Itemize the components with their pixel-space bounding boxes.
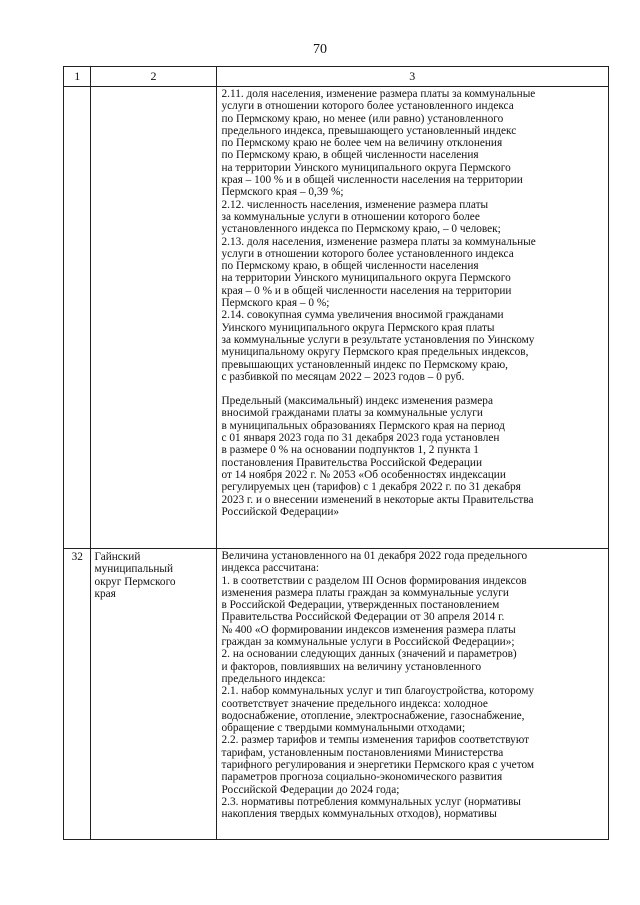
text-line: вносимой гражданами платы за коммунальные услуги: [221, 407, 483, 420]
text-line: 2023 г. и о внесении изменений в некоторые акты Правительства: [221, 493, 534, 506]
text-line: 2.1. набор коммунальных услуг и тип благоустройства, которому: [221, 685, 534, 698]
text-line: 2.11. доля населения, изменение размера платы за коммунальные: [221, 88, 536, 100]
text-line: 2.2. размер тарифов и темпы изменения тарифов соответствуют: [221, 734, 530, 747]
text-line: муниципальному округу Пермского края предельных индексов,: [221, 346, 529, 359]
text-line: 2.12. численность населения, изменение размера платы: [221, 198, 489, 211]
text-line: 2.14. совокупная сумма увеличения вносимой гражданами: [221, 309, 504, 322]
text-line: от 14 ноября 2022 г. № 2053 «Об особенностях индексации: [221, 468, 506, 481]
text-line: Правительства Российской Федерации от 30 апреля 2014 г.: [221, 611, 505, 624]
text-line: соответствует значение предельного индекса: холодное: [221, 697, 488, 710]
text-line: в размере 0 % на основании подпунктов 1, 2 пункта 1: [221, 444, 479, 457]
text-line: водоснабжение, отопление, электроснабжение, газоснабжение,: [221, 709, 525, 722]
text-line: предельного индекса, превышающего установленный индекс: [221, 124, 517, 137]
text-line: Пермского края – 0,39 %;: [221, 186, 344, 199]
text-line: в муниципальных образованиях Пермского края на период: [221, 419, 505, 432]
text-line: за коммунальные услуги в результате установления по Уинскому: [221, 333, 535, 346]
text-line: края – 100 % и в общей численности населения на территории: [221, 174, 523, 187]
index-table: [63, 66, 609, 840]
text-line: обращение с твердыми коммунальными отходами;: [221, 722, 466, 735]
text-line: установленного индекса по Пермскому краю, – 0 человек;: [221, 223, 501, 236]
text-line: 1. в соответствии с разделом III Основ формирования индексов: [221, 574, 527, 587]
text-line: с 01 января 2023 года по 31 декабря 2023 года установлен: [221, 432, 500, 445]
text-line: изменения размера платы граждан за коммунальные услуги: [221, 586, 509, 599]
text-line: параметров прогноза социально-экономического развития: [221, 771, 503, 784]
text-line: 2. на основании следующих данных (значений и параметров): [221, 648, 517, 661]
name-line: края: [94, 587, 116, 600]
text-line: Российской Федерации до 2024 года;: [221, 783, 400, 796]
text-line: Величина установленного на 01 декабря 2022 года предельного: [221, 550, 528, 562]
text-line: постановления Правительства Российской Федерации: [221, 456, 483, 469]
table-header-row: [64, 67, 609, 87]
header-cell-3: 3: [216, 67, 608, 87]
text-line: граждан за коммунальные услуги в Российской Федерации»;: [221, 636, 515, 649]
text-line: тарифам, установленным постановлениями Министерства: [221, 746, 504, 759]
text-line: услуги в отношении которого более установленного индекса: [221, 247, 514, 260]
text-line: по Пермскому краю, в общей численности населения: [221, 260, 479, 273]
text-line: услуги в отношении которого более установленного индекса: [221, 100, 514, 113]
header-cell-1: 1: [64, 67, 91, 87]
text-line: Уинского муниципального округа Пермского края платы: [221, 321, 495, 334]
paragraph-gap: [222, 383, 605, 395]
text-line: превышающих установленный индекс по Пермскому краю,: [221, 358, 508, 371]
text-line: индекса рассчитана:: [221, 562, 320, 575]
row-number: [64, 87, 91, 549]
text-line: по Пермскому краю, в общей численности населения: [221, 149, 479, 162]
name-line: округ Пермского: [94, 575, 176, 588]
header-cell-2: 2: [91, 67, 216, 87]
row-content: [216, 87, 608, 549]
page-number: 70: [313, 42, 327, 57]
row-number: 32: [64, 549, 91, 840]
text-line: и факторов, повлиявших на величину установленного: [221, 660, 482, 673]
text-line: по Пермскому краю, но менее (или равно) установленного: [221, 112, 504, 125]
text-line: на территории Уинского муниципального округа Пермского: [221, 161, 511, 174]
text-line: накопления твердых коммунальных отходов), нормативы: [221, 808, 497, 821]
text-line: Российской Федерации»: [221, 505, 340, 518]
text-line: края – 0 % и в общей численности населения на территории: [221, 284, 512, 297]
municipality-name: [91, 549, 216, 840]
text-line: Пермского края – 0 %;: [221, 297, 330, 310]
name-line: муниципальный: [94, 563, 174, 576]
text-line: в Российской Федерации, утвержденных постановлением: [221, 599, 500, 612]
text-line: на территории Уинского муниципального округа Пермского: [221, 272, 511, 285]
name-line: Гайнский: [94, 551, 141, 563]
text-line: тарифного регулирования и энергетики Пермского края с учетом: [221, 759, 535, 772]
row-content: [216, 549, 608, 840]
text-line: Предельный (максимальный) индекс изменения размера: [221, 395, 493, 408]
text-line: 2.3. нормативы потребления коммунальных услуг (нормативы: [221, 795, 521, 808]
text-line: регулируемых цен (тарифов) с 1 декабря 2022 г. по 31 декабря: [221, 481, 521, 494]
text-line: предельного индекса:: [221, 672, 326, 685]
text-line: № 400 «О формировании индексов изменения размера платы: [221, 623, 516, 636]
table-row: [64, 87, 609, 549]
municipality-name: [91, 87, 216, 549]
text-line: 2.13. доля населения, изменение размера платы за коммунальные: [221, 235, 536, 248]
text-line: по Пермскому краю не более чем на величину отклонения: [221, 137, 503, 150]
text-line: за коммунальные услуги в отношении которого более: [221, 210, 480, 223]
table-row: [64, 549, 609, 840]
text-line: с разбивкой по месяцам 2022 – 2023 годов – 0 руб.: [221, 370, 465, 383]
